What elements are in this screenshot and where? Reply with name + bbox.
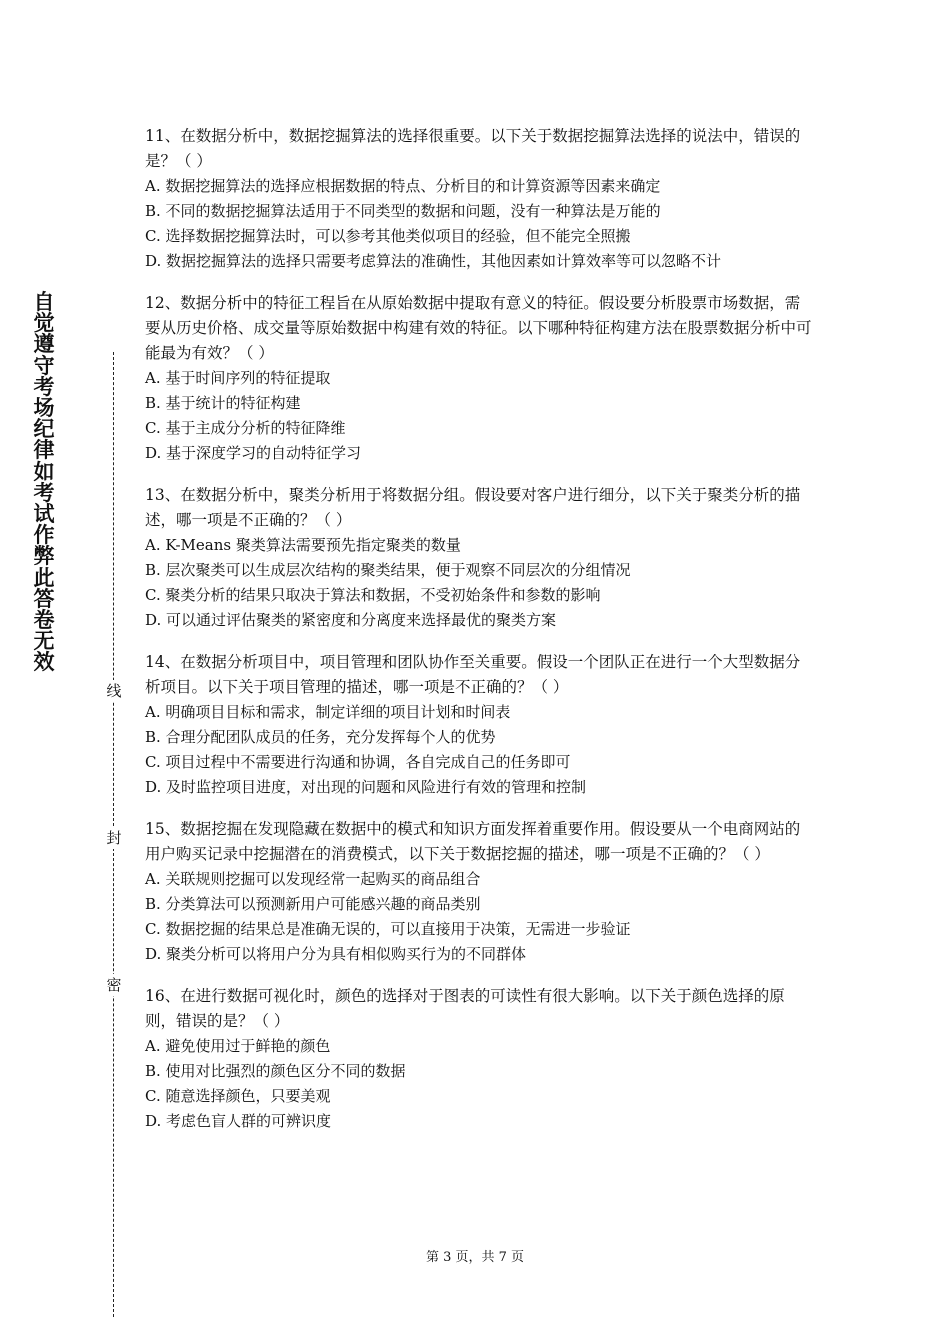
- option-c: C. 聚类分析的结果只取决于算法和数据，不受初始条件和参数的影响: [145, 586, 601, 604]
- option-d: D. 可以通过评估聚类的紧密度和分离度来选择最优的聚类方案: [145, 611, 557, 629]
- option-d: D. 数据挖掘算法的选择只需要考虑算法的准确性，其他因素如计算效率等可以忽略不计: [145, 252, 722, 270]
- binding-mark-secret: 密: [104, 974, 124, 996]
- option-d: D. 基于深度学习的自动特征学习: [145, 444, 362, 462]
- question-stem: 15、数据挖掘在发现隐藏在数据中的模式和知识方面发挥着重要作用。假设要从一个电商网站的用户购买记录中挖掘潜在的消费模式，以下关于数据挖掘的描述，哪一项是不正确的？（ ）: [145, 820, 801, 863]
- option-b: B. 不同的数据挖掘算法适用于不同类型的数据和问题，没有一种算法是万能的: [145, 202, 661, 220]
- option-b: B. 分类算法可以预测新用户可能感兴趣的商品类别: [145, 895, 481, 913]
- question-stem: 14、在数据分析项目中，项目管理和团队协作至关重要。假设一个团队正在进行一个大型数据分析项目。以下关于项目管理的描述，哪一项是不正确的？（ ）: [145, 653, 801, 696]
- question-15: [145, 817, 813, 967]
- option-c: C. 项目过程中不需要进行沟通和协调，各自完成自己的任务即可: [145, 753, 571, 771]
- question-12: [145, 291, 813, 466]
- question-stem: 12、数据分析中的特征工程旨在从原始数据中提取有意义的特征。假设要分析股票市场数据，需要从历史价格、成交量等原始数据中构建有效的特征。以下哪种特征构建方法在股票数据分析中可能最为有效？（ ）: [145, 294, 812, 362]
- option-a: A. 避免使用过于鲜艳的颜色: [145, 1037, 331, 1055]
- option-c: C. 基于主成分分析的特征降维: [145, 419, 346, 437]
- question-stem: 13、在数据分析中，聚类分析用于将数据分组。假设要对客户进行细分，以下关于聚类分析的描述，哪一项是不正确的？（ ）: [145, 486, 801, 529]
- option-b: B. 合理分配团队成员的任务，充分发挥每个人的优势: [145, 728, 496, 746]
- question-14: [145, 650, 813, 800]
- question-16: [145, 984, 813, 1134]
- option-c: C. 数据挖掘的结果总是准确无误的，可以直接用于决策，无需进一步验证: [145, 920, 631, 938]
- option-a: A. 明确项目目标和需求，制定详细的项目计划和时间表: [145, 703, 511, 721]
- binding-mark-line: 线: [104, 680, 124, 702]
- option-a: A. K-Means 聚类算法需要预先指定聚类的数量: [145, 536, 461, 554]
- question-stem: 16、在进行数据可视化时，颜色的选择对于图表的可读性有很大影响。以下关于颜色选择的原则，错误的是？（ ）: [145, 987, 785, 1030]
- option-b: B. 层次聚类可以生成层次结构的聚类结果，便于观察不同层次的分组情况: [145, 561, 631, 579]
- option-d: D. 聚类分析可以将用户分为具有相似购买行为的不同群体: [145, 945, 527, 963]
- option-a: A. 基于时间序列的特征提取: [145, 369, 331, 387]
- option-c: C. 随意选择颜色，只要美观: [145, 1087, 331, 1105]
- question-13: [145, 483, 813, 633]
- option-a: A. 关联规则挖掘可以发现经常一起购买的商品组合: [145, 870, 481, 888]
- option-b: B. 基于统计的特征构建: [145, 394, 301, 412]
- question-11: [145, 124, 813, 274]
- option-c: C. 选择数据挖掘算法时，可以参考其他类似项目的经验，但不能完全照搬: [145, 227, 631, 245]
- question-list: [145, 124, 813, 1151]
- question-stem: 11、在数据分析中，数据挖掘算法的选择很重要。以下关于数据挖掘算法选择的说法中，错误的是？（ ）: [145, 127, 801, 170]
- option-b: B. 使用对比强烈的颜色区分不同的数据: [145, 1062, 406, 1080]
- option-d: D. 考虑色盲人群的可辨识度: [145, 1112, 332, 1130]
- page-number: 第 3 页，共 7 页: [425, 1250, 525, 1265]
- exam-discipline-notice: 自觉遵守考场纪律如考试作弊此答卷无效: [33, 290, 55, 675]
- option-a: A. 数据挖掘算法的选择应根据数据的特点、分析目的和计算资源等因素来确定: [145, 177, 661, 195]
- option-d: D. 及时监控项目进度，对出现的问题和风险进行有效的管理和控制: [145, 778, 587, 796]
- binding-mark-seal: 封: [104, 827, 124, 849]
